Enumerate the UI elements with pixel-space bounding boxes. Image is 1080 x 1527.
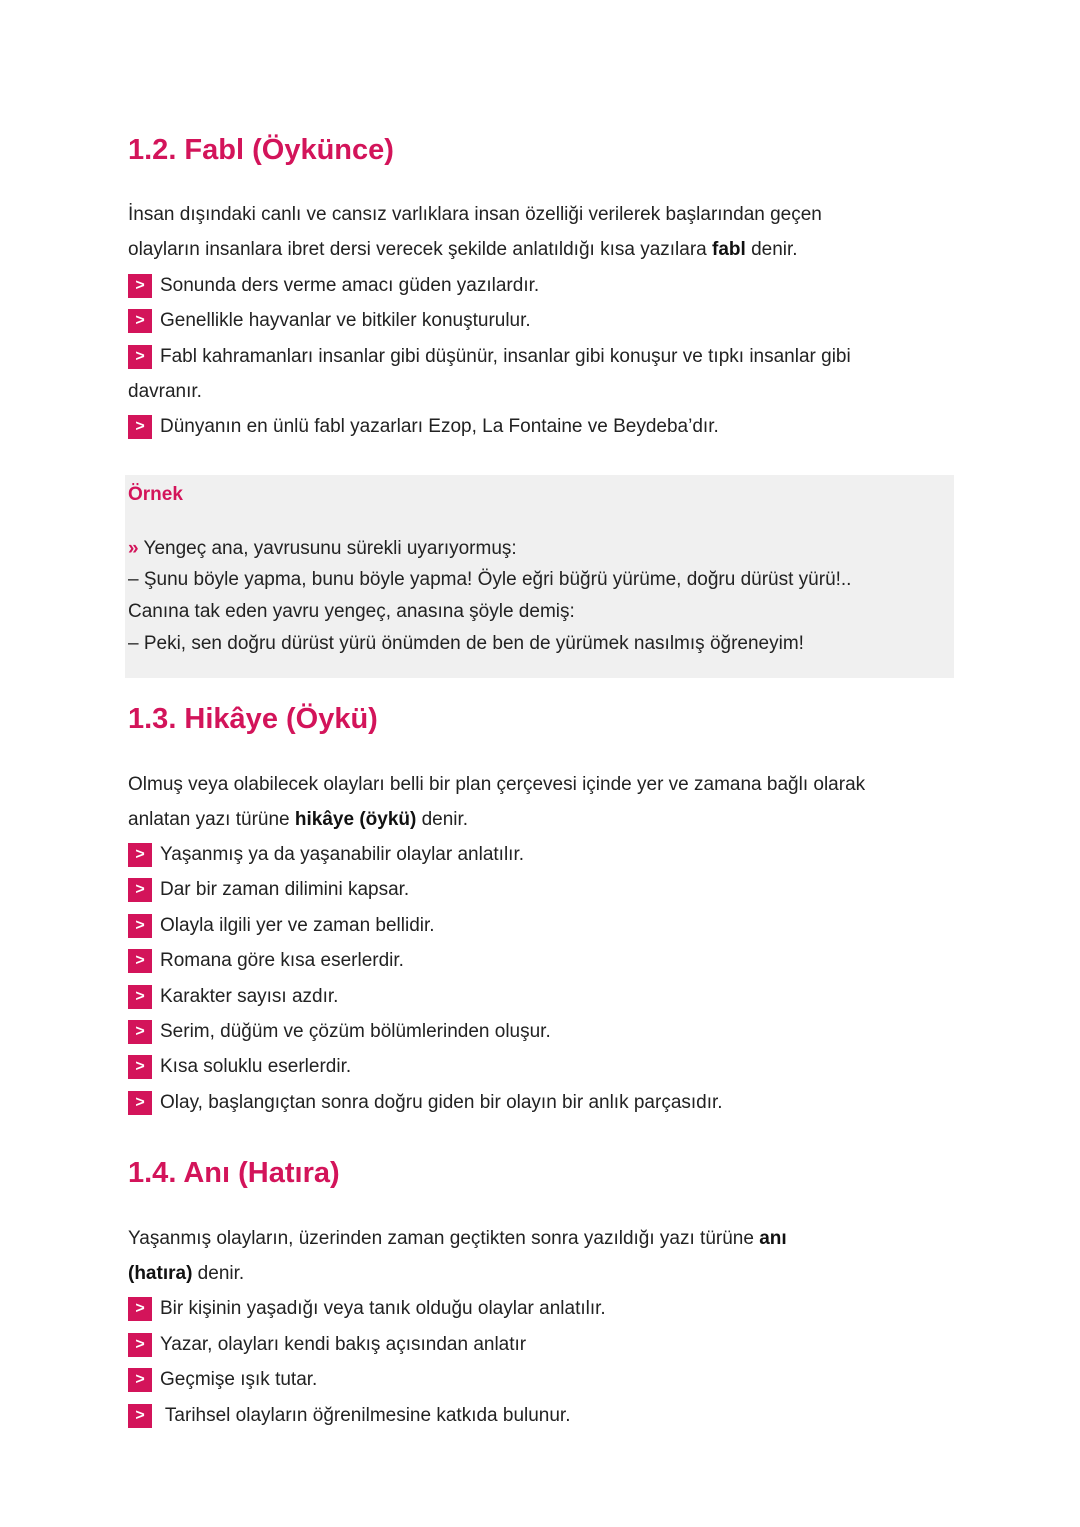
- chevron-right-icon: >: [128, 1404, 152, 1428]
- text: Karakter sayısı azdır.: [160, 986, 339, 1007]
- bold-term: anı: [759, 1228, 787, 1249]
- list-item: [128, 345, 851, 369]
- text: Fabl kahramanları insanlar gibi düşünür, insanlar gibi konuşur ve tıpkı insanlar gibi: [160, 346, 851, 367]
- list-item: [128, 415, 719, 439]
- text: Olayla ilgili yer ve zaman bellidir.: [160, 915, 435, 936]
- list-item: [128, 1055, 351, 1079]
- chevron-right-icon: >: [128, 1333, 152, 1357]
- list-item: [128, 1368, 317, 1392]
- text: olayların insanlara ibret dersi verecek şekilde anlatıldığı kısa yazılara: [128, 239, 713, 260]
- chevron-right-icon: >: [128, 985, 152, 1009]
- text: Serim, düğüm ve çözüm bölümlerinden oluşur.: [160, 1021, 551, 1042]
- text: denir.: [192, 1263, 245, 1284]
- chevron-right-icon: >: [128, 1091, 152, 1115]
- section-heading: 1.2. Fabl (Öykünce): [128, 134, 394, 166]
- example-line: – Şunu böyle yapma, bunu böyle yapma! Öyle eğri büğrü yürüme, doğru dürüst yürü!..: [128, 569, 852, 590]
- text: Bir kişinin yaşadığı veya tanık olduğu olaylar anlatılır.: [160, 1298, 606, 1319]
- paragraph-line: [128, 1262, 244, 1286]
- bold-term: hikâye (öykü): [294, 809, 417, 830]
- list-item: [128, 949, 404, 973]
- list-item: [128, 274, 539, 298]
- example-box: [125, 475, 954, 678]
- bold-term: fabl: [712, 239, 746, 260]
- text: Kısa soluklu eserlerdir.: [160, 1056, 352, 1077]
- paragraph-line: [128, 773, 865, 797]
- chevron-right-icon: >: [128, 1020, 152, 1044]
- chevron-right-icon: >: [128, 1055, 152, 1079]
- text: Olmuş veya olabilecek olayları belli bir plan çerçevesi içinde yer ve zamana bağlı olarak: [128, 774, 866, 795]
- list-item: [128, 843, 524, 867]
- paragraph-line: [128, 808, 468, 832]
- text: Romana göre kısa eserlerdir.: [160, 950, 404, 971]
- chevron-right-icon: >: [128, 345, 152, 369]
- list-item: [128, 1333, 526, 1357]
- text: Yaşanmış ya da yaşanabilir olaylar anlatılır.: [160, 844, 524, 865]
- chevron-right-icon: >: [128, 309, 152, 333]
- section-heading: 1.3. Hikâye (Öykü): [128, 703, 378, 735]
- text: Dar bir zaman dilimini kapsar.: [160, 879, 410, 900]
- text: Geçmişe ışık tutar.: [160, 1369, 318, 1390]
- example-line: Canına tak eden yavru yengeç, anasına şöyle demiş:: [128, 601, 575, 622]
- example-marker: »: [128, 538, 139, 559]
- list-item: [128, 1297, 606, 1321]
- paragraph-line: [128, 380, 202, 404]
- bold-term: (hatıra): [128, 1263, 193, 1284]
- paragraph-line: [128, 238, 798, 262]
- list-item: [128, 914, 435, 938]
- chevron-right-icon: >: [128, 949, 152, 973]
- chevron-right-icon: >: [128, 843, 152, 867]
- list-item: [128, 1404, 571, 1428]
- list-item: [128, 309, 531, 333]
- paragraph-line: [128, 1227, 787, 1251]
- chevron-right-icon: >: [128, 878, 152, 902]
- chevron-right-icon: >: [128, 1297, 152, 1321]
- text: Dünyanın en ünlü fabl yazarları Ezop, La Fontaine ve Beydeba’dır.: [160, 416, 719, 437]
- chevron-right-icon: >: [128, 415, 152, 439]
- text: Genellikle hayvanlar ve bitkiler konuşturulur.: [160, 310, 531, 331]
- paragraph-line: [128, 203, 822, 227]
- text: Tarihsel olayların öğrenilmesine katkıda bulunur.: [160, 1405, 571, 1426]
- section-heading: 1.4. Anı (Hatıra): [128, 1157, 340, 1189]
- text: anlatan yazı türüne: [128, 809, 295, 830]
- text: Olay, başlangıçtan sonra doğru giden bir olayın bir anlık parçasıdır.: [160, 1092, 723, 1113]
- example-line: [128, 537, 517, 561]
- text: Yazar, olayları kendi bakış açısından anlatır: [160, 1334, 527, 1355]
- text: İnsan dışındaki canlı ve cansız varlıklara insan özelliği verilerek başlarından geçen: [128, 204, 822, 225]
- text: denir.: [416, 809, 469, 830]
- text: davranır.: [128, 381, 202, 402]
- list-item: [128, 985, 338, 1009]
- list-item: [128, 878, 409, 902]
- example-line: – Peki, sen doğru dürüst yürü önümden de ben de yürümek nasılmış öğreneyim!: [128, 633, 804, 654]
- example-label: Örnek: [128, 484, 183, 505]
- list-item: [128, 1020, 551, 1044]
- chevron-right-icon: >: [128, 1368, 152, 1392]
- chevron-right-icon: >: [128, 274, 152, 298]
- chevron-right-icon: >: [128, 914, 152, 938]
- text: Yaşanmış olayların, üzerinden zaman geçtikten sonra yazıldığı yazı türüne: [128, 1228, 760, 1249]
- list-item: [128, 1091, 723, 1115]
- example-text: Yengeç ana, yavrusunu sürekli uyarıyormuş:: [138, 538, 517, 559]
- text: Sonunda ders verme amacı güden yazılardır.: [160, 275, 540, 296]
- text: denir.: [745, 239, 798, 260]
